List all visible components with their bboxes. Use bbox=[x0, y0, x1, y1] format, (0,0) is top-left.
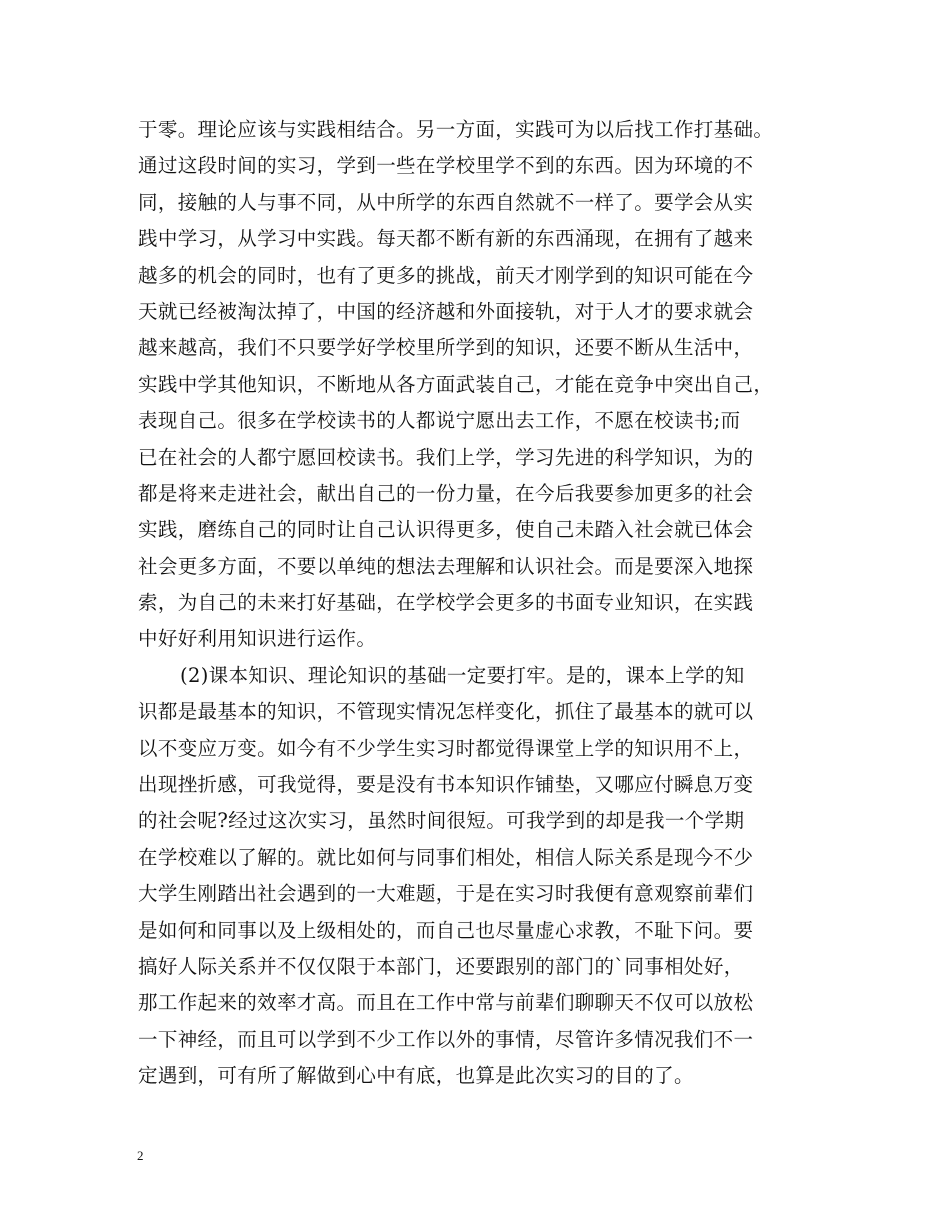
text-line: 定遇到，可有所了解做到心中有底，也算是此次实习的目的了。 bbox=[138, 1064, 694, 1088]
text-line: 的社会呢?经过这次实习，虽然时间很短。可我学到的却是我一个学期 bbox=[138, 809, 745, 833]
paragraph-start-line: (2)课本知识、理论知识的基础一定要打牢。是的，课本上学的知 bbox=[180, 663, 745, 687]
text-line: 搞好人际关系并不仅仅限于本部门，还要跟别的部门的`同事相处好， bbox=[138, 954, 744, 978]
text-line: 识都是最基本的知识，不管现实情况怎样变化，抓住了最基本的就可以 bbox=[138, 700, 754, 724]
text-line: 中好好利用知识进行运作。 bbox=[138, 627, 377, 651]
text-line: 一下神经，而且可以学到不少工作以外的事情，尽管许多情况我们不一 bbox=[138, 1027, 754, 1051]
text-line: 索，为自己的未来打好基础，在学校学会更多的书面专业知识，在实践 bbox=[138, 591, 754, 615]
text-line: 实践，磨练自己的同时让自己认识得更多，使自己未踏入社会就已体会 bbox=[138, 518, 754, 542]
text-line: 那工作起来的效率才高。而且在工作中常与前辈们聊聊天不仅可以放松 bbox=[138, 991, 754, 1015]
body-text bbox=[138, 112, 838, 1095]
text-line: 在学校难以了解的。就比如何与同事们相处，相信人际关系是现今不少 bbox=[138, 845, 754, 869]
text-line: 出现挫折感，可我觉得，要是没有书本知识作铺垫，又哪应付瞬息万变 bbox=[138, 773, 754, 797]
text-line: 越来越高，我们不只要学好学校里所学到的知识，还要不断从生活中， bbox=[138, 336, 754, 360]
text-line: 于零。理论应该与实践相结合。另一方面，实践可为以后找工作打基础。 bbox=[138, 118, 774, 141]
text-line: 以不变应万变。如今有不少学生实习时都觉得课堂上学的知识用不上， bbox=[138, 736, 754, 760]
text-line: 已在社会的人都宁愿回校读书。我们上学，学习先进的科学知识，为的 bbox=[138, 445, 754, 469]
text-line: 表现自己。很多在学校读书的人都说宁愿出去工作，不愿在校读书;而 bbox=[138, 409, 741, 433]
text-line: 通过这段时间的实习，学到一些在学校里学不到的东西。因为环境的不 bbox=[138, 154, 754, 178]
text-line: 都是将来走进社会，献出自己的一份力量，在今后我要参加更多的社会 bbox=[138, 481, 754, 505]
text-line: 越多的机会的同时，也有了更多的挑战，前天才刚学到的知识可能在今 bbox=[138, 263, 754, 287]
text-line: 是如何和同事以及上级相处的，而自己也尽量虚心求教，不耻下问。要 bbox=[138, 918, 754, 942]
text-line: 天就已经被淘汰掉了，中国的经济越和外面接轨，对于人才的要求就会 bbox=[138, 299, 754, 323]
text-line: 实践中学其他知识，不断地从各方面武装自己，才能在竞争中突出自己， bbox=[138, 372, 774, 396]
text-line: 大学生刚踏出社会遇到的一大难题，于是在实习时我便有意观察前辈们 bbox=[138, 882, 754, 906]
text-line: 践中学习，从学习中实践。每天都不断有新的东西涌现，在拥有了越来 bbox=[138, 227, 754, 251]
page-number: 2 bbox=[137, 1148, 144, 1163]
text-line: 社会更多方面，不要以单纯的想法去理解和认识社会。而是要深入地探 bbox=[138, 554, 754, 578]
text-line: 同，接触的人与事不同，从中所学的东西自然就不一样了。要学会从实 bbox=[138, 190, 754, 214]
